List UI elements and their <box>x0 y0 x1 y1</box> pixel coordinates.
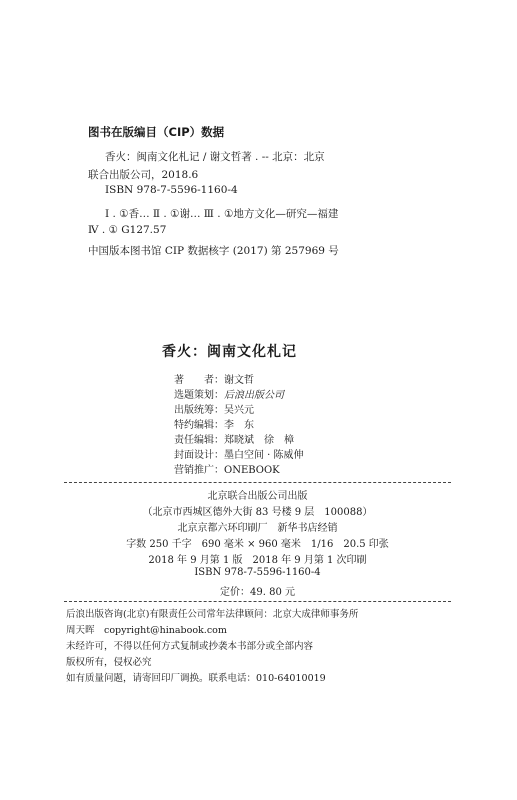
credit-label: 封面设计： <box>174 450 224 461</box>
credit-marketing <box>174 461 280 476</box>
cip-line-5: Ⅳ . ① G127.57 <box>88 224 167 236</box>
credit-value: ONEBOOK <box>224 465 280 476</box>
legal-rights: 版权所有，侵权必究 <box>66 657 152 668</box>
credit-label: 出版统筹： <box>174 405 224 416</box>
legal-counsel: 后浪出版咨询(北京)有限责任公司常年法律顾问：北京大成律师事务所 <box>66 609 359 620</box>
cip-line-6: 中国版本图书馆 CIP 数据核字 (2017) 第 257969 号 <box>88 245 339 257</box>
credit-value: 墨白空间 · 陈威伸 <box>224 450 304 461</box>
legal-quality: 如有质量问题，请寄回印厂调换。联系电话：010-64010019 <box>66 673 326 684</box>
credit-responsible-editor <box>174 431 294 446</box>
cip-line-1: 香火：闽南文化札记 / 谢文哲著 . -- 北京：北京 <box>105 151 325 163</box>
credit-planning <box>174 386 284 401</box>
cip-line-2: 联合出版公司，2018.6 <box>88 169 199 181</box>
publisher-name: 北京联合出版公司出版 <box>207 491 308 502</box>
price: 定价：49. 80 元 <box>220 587 295 598</box>
cip-line-3: ISBN 978-7-5596-1160-4 <box>105 184 238 196</box>
book-title: 香火：闽南文化札记 <box>162 344 297 360</box>
edition-info: 2018 年 9 月第 1 版 2018 年 9 月第 1 次印刷 <box>148 555 367 566</box>
credit-value: 谢文哲 <box>224 375 254 386</box>
divider-top <box>64 482 451 483</box>
divider-bottom <box>64 601 451 602</box>
credit-value: 李 东 <box>224 420 254 431</box>
credit-label: 营销推广： <box>174 465 224 476</box>
credit-label: 责任编辑： <box>174 435 224 446</box>
credit-coordinator <box>174 401 254 416</box>
credit-value: 郑晓斌 徐 樟 <box>224 435 294 446</box>
credit-special-editor <box>174 416 254 431</box>
credit-value: 后浪出版公司 <box>224 390 284 401</box>
legal-contact: 周天晖 copyright@hinabook.com <box>66 625 227 636</box>
printing-info: 北京京都六环印刷厂 新华书店经销 <box>177 523 338 534</box>
credit-label: 选题策划： <box>174 390 224 401</box>
credit-label: 特约编辑： <box>174 420 224 431</box>
cip-line-4: Ⅰ . ①香… Ⅱ . ①谢… Ⅲ . ①地方文化—研究—福建 <box>105 208 339 220</box>
credit-label: 著 者： <box>174 375 224 386</box>
credit-value: 吴兴元 <box>224 405 254 416</box>
credit-cover-design <box>174 446 304 461</box>
legal-copy-notice: 未经许可，不得以任何方式复制或抄袭本书部分或全部内容 <box>66 641 314 652</box>
publisher-address: （北京市西城区德外大街 83 号楼 9 层 100088） <box>142 507 373 518</box>
cip-heading: 图书在版编目（CIP）数据 <box>88 125 225 139</box>
book-specs: 字数 250 千字 690 毫米 × 960 毫米 1/16 20.5 印张 <box>126 539 389 550</box>
credit-author <box>174 371 254 386</box>
isbn: ISBN 978-7-5596-1160-4 <box>194 567 321 578</box>
